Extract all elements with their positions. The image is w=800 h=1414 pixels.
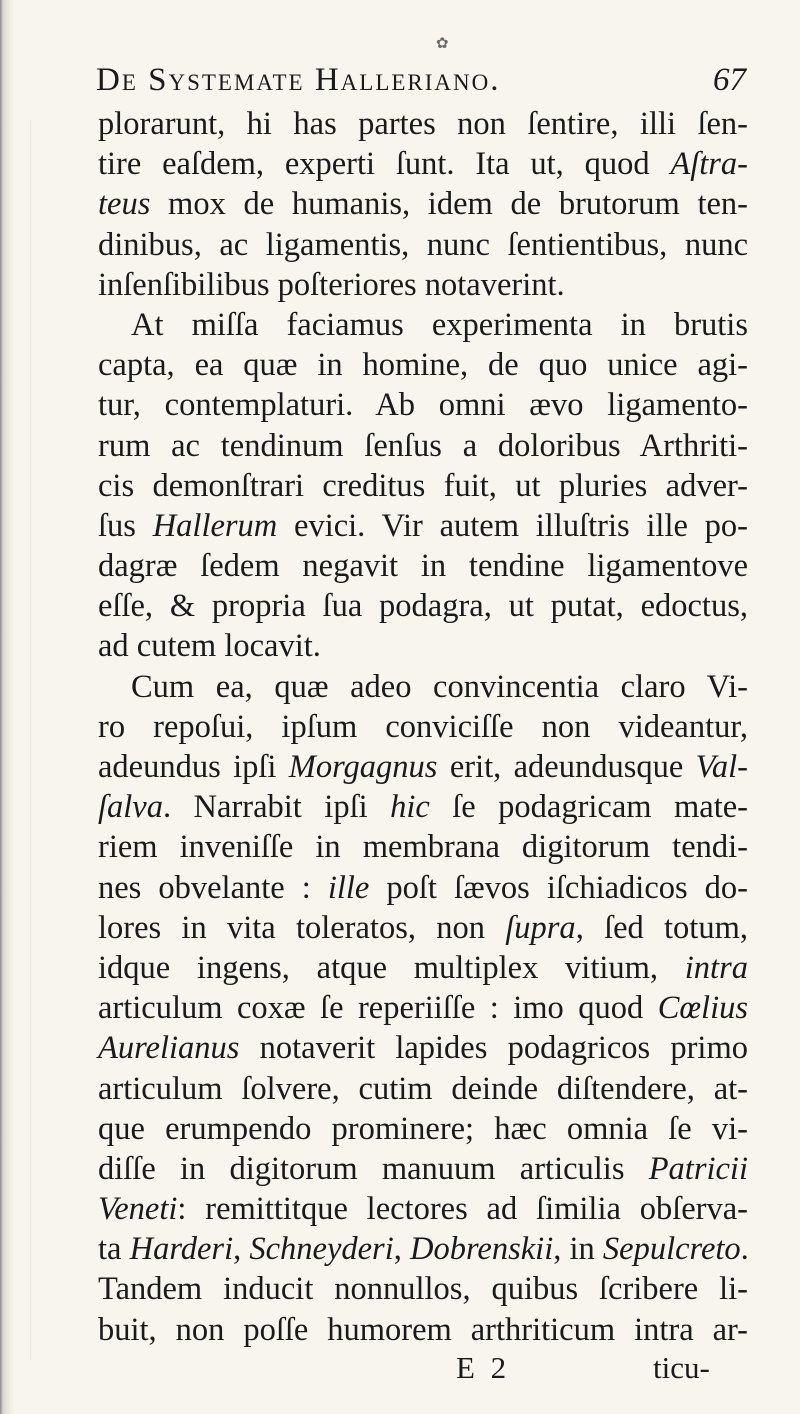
text-line bbox=[98, 827, 748, 867]
italic-text: Schneyderi bbox=[249, 1231, 394, 1268]
running-head: De Systemate Halleriano. bbox=[96, 62, 501, 98]
text-segment: notaverit lapides podagricos primo bbox=[239, 1030, 748, 1067]
printer-ornament: ✿ bbox=[436, 34, 449, 52]
text-segment: plorarunt, hi has partes non ſentire, illi ſen- bbox=[98, 106, 748, 142]
italic-text: Hallerum bbox=[152, 507, 278, 544]
italic-text: Veneti bbox=[98, 1191, 178, 1228]
text-segment: At miſſa faciamus experimenta in brutis bbox=[131, 306, 748, 343]
page-crease bbox=[30, 120, 31, 1360]
text-segment: Tandem inducit nonnullos, quibus ſcribere li- bbox=[98, 1271, 748, 1308]
text-line bbox=[98, 1189, 748, 1229]
text-line bbox=[98, 1149, 748, 1189]
text-segment: dinibus, ac ligamentis, nunc ſentientibus, nunc bbox=[98, 226, 748, 263]
italic-text: Cœlius bbox=[657, 990, 748, 1027]
text-segment: , ſed totum, bbox=[575, 909, 748, 946]
catchword: ticu- bbox=[653, 1349, 710, 1385]
text-segment: idque ingens, atque multiplex vitium, bbox=[98, 949, 685, 986]
text-segment: riem inveniſſe in membrana digitorum tendi- bbox=[98, 829, 748, 866]
text-segment: ſe podagricam mate- bbox=[429, 789, 748, 826]
text-line bbox=[98, 426, 748, 466]
text-line bbox=[98, 626, 748, 666]
text-segment: tur, contemplaturi. Ab omni ævo ligamento- bbox=[98, 387, 748, 424]
text-segment: ro repoſui, ipſum conviciſſe non videantur, bbox=[98, 708, 748, 745]
text-segment: eſſe, & propria ſua podagra, ut putat, edoctus, bbox=[98, 588, 748, 625]
text-segment: tire eaſdem, experti ſunt. Ita ut, quod bbox=[98, 146, 671, 183]
text-line bbox=[98, 265, 748, 305]
text-line bbox=[98, 1028, 748, 1068]
text-line bbox=[98, 1109, 748, 1149]
italic-text: Harderi bbox=[129, 1231, 234, 1268]
text-line bbox=[98, 506, 748, 546]
italic-text: Dobrenskii bbox=[410, 1231, 554, 1268]
text-segment: ta bbox=[98, 1231, 130, 1268]
text-line bbox=[98, 988, 748, 1028]
text-line bbox=[98, 546, 748, 586]
text-segment: rum ac tendinum ſenſus a doloribus Arthriti- bbox=[98, 427, 748, 464]
italic-text: Morgagnus bbox=[288, 749, 438, 785]
text-line bbox=[98, 787, 748, 827]
text-segment: ſus bbox=[98, 507, 153, 544]
text-segment: , bbox=[233, 1231, 250, 1268]
text-line bbox=[98, 1310, 748, 1350]
text-segment: . bbox=[740, 1231, 749, 1268]
text-segment: , in bbox=[553, 1231, 603, 1268]
text-segment: inſenſibilibus poſteriores notaverint. bbox=[98, 266, 565, 303]
text-line bbox=[98, 1229, 748, 1269]
text-line bbox=[98, 225, 748, 265]
text-segment: . Narrabit ipſi bbox=[162, 789, 391, 826]
text-line bbox=[98, 868, 748, 908]
italic-text: ille bbox=[327, 869, 370, 906]
text-line bbox=[98, 667, 748, 707]
text-segment: cis demonſtrari creditus fuit, ut pluries adver- bbox=[98, 467, 748, 504]
text-segment: mox de humanis, idem de brutorum ten- bbox=[150, 186, 748, 223]
text-segment: erit, adeundusque bbox=[437, 749, 696, 785]
body-text bbox=[98, 104, 748, 1390]
text-line bbox=[98, 345, 748, 385]
text-segment: buit, non poſſe humorem arthriticum intra ar- bbox=[98, 1311, 748, 1348]
page-header bbox=[96, 56, 746, 106]
text-line bbox=[98, 305, 748, 345]
text-line bbox=[98, 1269, 748, 1309]
text-segment: : remittitque lectores ad ſimilia obſerva- bbox=[177, 1191, 748, 1228]
italic-text: ſupra bbox=[505, 909, 576, 946]
text-segment: articulum ſolvere, cutim deinde diſtendere, at- bbox=[98, 1070, 748, 1107]
text-segment: poſt ſævos iſchiadicos do- bbox=[369, 869, 749, 906]
italic-text: ſalva bbox=[98, 789, 163, 826]
italic-text: Aurelianus bbox=[98, 1030, 240, 1067]
text-line bbox=[98, 707, 748, 747]
signature-mark: E 2 bbox=[456, 1349, 511, 1385]
text-line bbox=[98, 466, 748, 506]
italic-text: Patricii bbox=[648, 1150, 748, 1187]
footer-row bbox=[98, 1350, 748, 1390]
text-segment: , bbox=[393, 1231, 410, 1268]
italic-text: Aſtra- bbox=[670, 146, 748, 183]
text-segment: adeundus ipſi bbox=[98, 749, 289, 785]
italic-text: teus bbox=[98, 186, 151, 223]
text-line bbox=[98, 104, 748, 144]
italic-text: intra bbox=[684, 949, 748, 986]
text-line bbox=[98, 1069, 748, 1109]
text-segment: capta, ea quæ in homine, de quo unice agi- bbox=[98, 347, 748, 384]
text-segment: dagræ ſedem negavit in tendine ligamentove bbox=[98, 548, 748, 585]
page-edge-shadow bbox=[0, 0, 14, 1414]
text-line bbox=[98, 385, 748, 425]
text-segment: nes obvelante : bbox=[98, 869, 328, 906]
text-line bbox=[98, 144, 748, 184]
text-segment: lores in vita toleratos, non bbox=[98, 909, 506, 946]
page-number: 67 bbox=[713, 62, 746, 98]
text-line bbox=[98, 908, 748, 948]
text-line bbox=[98, 747, 748, 787]
text-line bbox=[98, 586, 748, 626]
text-line bbox=[98, 948, 748, 988]
italic-text: Val- bbox=[695, 749, 748, 785]
text-segment: ad cutem locavit. bbox=[98, 628, 321, 665]
italic-text: Sepulcreto bbox=[602, 1231, 741, 1268]
text-segment: Cum ea, quæ adeo convincentia claro Vi- bbox=[131, 668, 748, 705]
text-segment: articulum coxæ ſe reperiiſſe : imo quod bbox=[98, 990, 658, 1027]
italic-text: hic bbox=[390, 789, 430, 826]
text-segment: evici. Vir autem illuſtris ille po- bbox=[277, 507, 748, 544]
text-segment: que erumpendo prominere; hæc omnia ſe vi- bbox=[98, 1110, 748, 1147]
text-line bbox=[98, 184, 748, 224]
text-segment: diſſe in digitorum manuum articulis bbox=[98, 1150, 649, 1187]
